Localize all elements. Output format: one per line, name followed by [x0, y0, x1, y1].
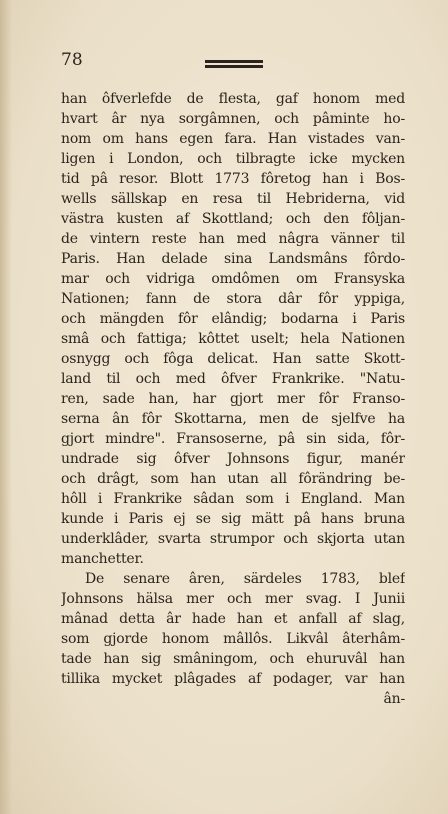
text-line: ligen i London, och tilbragte icke mycken [61, 151, 405, 167]
text-line: och drâgt, som han utan all fôrändring be- [61, 471, 405, 487]
text-line: mar och vidriga omdômen om Fransyska [61, 271, 405, 287]
text-line: Paris. Han delade sina Landsmâns fôrdo- [61, 251, 405, 267]
text-line: tillika mycket plâgades af podager, var han [61, 671, 405, 687]
text-line: hvart âr nya sorgâmnen, och pâminte ho- [61, 111, 405, 127]
body-text [61, 89, 405, 709]
text-line: ren, sade han, har gjort mer fôr Franso- [61, 391, 405, 407]
text-line: västra kusten af Skottland; och den fôljan- [61, 211, 405, 227]
text-line: tade han sig smâningom, och ehuruvâl han [61, 651, 405, 667]
header-ornament-rule [205, 60, 263, 68]
text-line: kunde i Paris ej se sig mätt pâ hans bruna [61, 511, 405, 527]
text-line: som gjorde honom mâllôs. Likvâl âterhâm- [61, 631, 405, 647]
text-line: De senare âren, särdeles 1783, blef [85, 571, 405, 587]
text-line: gjort mindre". Fransoserne, pâ sin sida, fôr- [61, 431, 405, 447]
catchword: ân- [383, 691, 405, 707]
text-line: hôll i Frankrike sâdan som i England. Man [61, 491, 405, 507]
text-line: land til och med ôfver Frankrike. "Natu- [61, 371, 405, 387]
text-line: och mängden fôr elândig; bodarna i Paris [61, 311, 405, 327]
text-line: tid pâ resor. Blott 1773 fôretog han i Bos- [61, 171, 405, 187]
page-number: 78 [61, 50, 83, 70]
text-line: wells sällskap en resa til Hebriderna, vid [61, 191, 405, 207]
text-line: han ôfverlefde de flesta, gaf honom med [61, 91, 405, 107]
text-line: mânad detta âr hade han et anfall af slag, [61, 611, 405, 627]
text-line: nom om hans egen fara. Han vistades van- [61, 131, 405, 147]
text-line: manchetter. [61, 551, 144, 567]
text-line: underklâder, svarta strumpor och skjorta utan [61, 531, 405, 547]
text-line: Johnsons hälsa mer och mer svag. I Junii [61, 591, 405, 607]
text-line: serna ân fôr Skottarna, men de sjelfve ha [61, 411, 405, 427]
page-gutter-shadow [0, 0, 12, 814]
text-line: de vintern reste han med nâgra vänner til [61, 231, 405, 247]
text-line: smâ och fattiga; kôttet uselt; hela Nationen [61, 331, 405, 347]
text-line: Nationen; fann de stora dâr fôr yppiga, [61, 291, 405, 307]
text-line: undrade sig ôfver Johnsons figur, manér [61, 451, 405, 467]
text-line: osnygg och fôga delicat. Han satte Skott- [61, 351, 405, 367]
